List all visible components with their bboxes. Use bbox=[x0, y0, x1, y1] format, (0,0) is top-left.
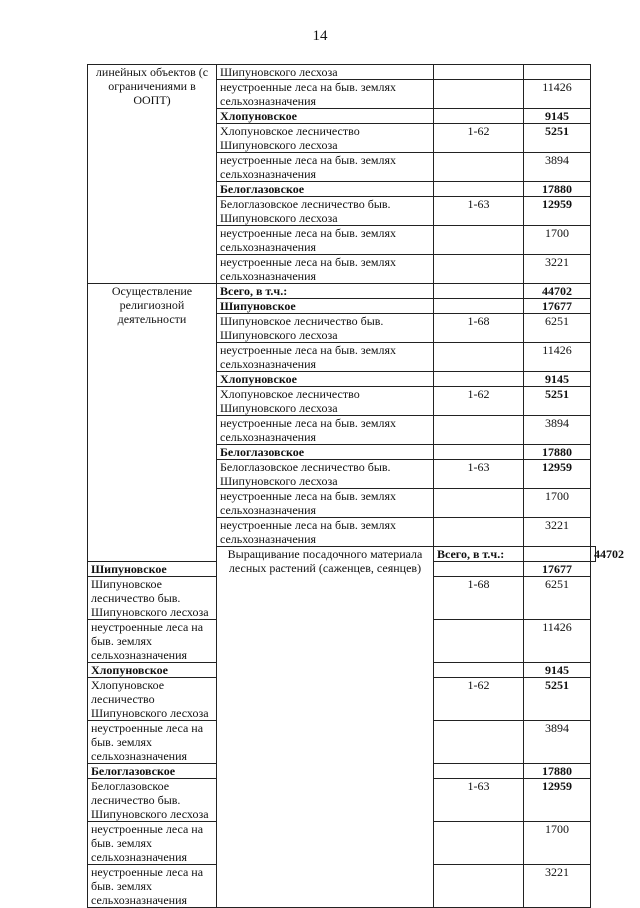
area-cell: 6251 bbox=[524, 314, 591, 343]
quarters-cell bbox=[434, 182, 524, 197]
forestry-name-cell: Хлопуновское bbox=[217, 372, 434, 387]
area-cell: 11426 bbox=[524, 80, 591, 109]
forestry-name-cell: Шипуновское bbox=[88, 562, 217, 577]
area-cell: 44702 bbox=[591, 547, 596, 562]
quarters-cell bbox=[434, 109, 524, 124]
forest-allocation-table bbox=[87, 64, 624, 908]
area-cell: 3221 bbox=[524, 255, 591, 284]
area-cell: 9145 bbox=[524, 663, 591, 678]
description-cell: неустроенные леса на быв. землях сельхозназначения bbox=[217, 153, 434, 182]
quarters-cell: 1-68 bbox=[434, 577, 524, 620]
quarters-cell bbox=[434, 65, 524, 80]
quarters-cell: 1-62 bbox=[434, 678, 524, 721]
description-cell: неустроенные леса на быв. землях сельхозназначения bbox=[88, 822, 217, 865]
area-cell: 9145 bbox=[524, 109, 591, 124]
quarters-cell bbox=[524, 547, 591, 562]
area-cell: 3894 bbox=[524, 416, 591, 445]
area-cell: 17880 bbox=[524, 764, 591, 779]
forestry-name-cell: Хлопуновское bbox=[217, 109, 434, 124]
quarters-cell bbox=[434, 372, 524, 387]
quarters-cell bbox=[434, 284, 524, 299]
area-cell: 11426 bbox=[524, 620, 591, 663]
description-cell: Шипуновское лесничество быв. Шипуновского лесхоза bbox=[88, 577, 217, 620]
quarters-cell: 1-63 bbox=[434, 197, 524, 226]
quarters-cell bbox=[434, 822, 524, 865]
area-cell: 3221 bbox=[524, 865, 591, 908]
quarters-cell bbox=[434, 518, 524, 547]
page-number: 14 bbox=[312, 28, 328, 44]
quarters-cell bbox=[434, 255, 524, 284]
quarters-cell: 1-63 bbox=[434, 779, 524, 822]
forestry-name-cell: Хлопуновское bbox=[88, 663, 217, 678]
area-cell bbox=[524, 65, 591, 80]
area-cell: 17677 bbox=[524, 562, 591, 577]
quarters-cell bbox=[434, 153, 524, 182]
description-cell: Шипуновского лесхоза bbox=[217, 65, 434, 80]
description-cell: Белоглазовское лесничество быв. Шипуновского лесхоза bbox=[88, 779, 217, 822]
forestry-name-cell: Белоглазовское bbox=[217, 182, 434, 197]
quarters-cell: 1-62 bbox=[434, 124, 524, 153]
forestry-name-cell: Всего, в т.ч.: bbox=[217, 284, 434, 299]
description-cell: Шипуновское лесничество быв. Шипуновского лесхоза bbox=[217, 314, 434, 343]
quarters-cell bbox=[434, 416, 524, 445]
forestry-name-cell: Всего, в т.ч.: bbox=[434, 547, 524, 562]
area-cell: 9145 bbox=[524, 372, 591, 387]
description-cell: неустроенные леса на быв. землях сельхозназначения bbox=[217, 80, 434, 109]
purpose-cell: Выращивание посадочного материала лесных растений (саженцев, сеянцев) bbox=[217, 547, 434, 908]
description-cell: Хлопуновское лесничество Шипуновского лесхоза bbox=[217, 387, 434, 416]
description-cell: Белоглазовское лесничество быв. Шипуновского лесхоза bbox=[217, 197, 434, 226]
description-cell: неустроенные леса на быв. землях сельхозназначения bbox=[217, 343, 434, 372]
area-cell: 12959 bbox=[524, 779, 591, 822]
area-cell: 3894 bbox=[524, 721, 591, 764]
forestry-name-cell: Белоглазовское bbox=[217, 445, 434, 460]
quarters-cell: 1-63 bbox=[434, 460, 524, 489]
description-cell: неустроенные леса на быв. землях сельхозназначения bbox=[217, 255, 434, 284]
quarters-cell bbox=[434, 721, 524, 764]
area-cell: 11426 bbox=[524, 343, 591, 372]
table-body bbox=[88, 65, 624, 908]
quarters-cell bbox=[434, 620, 524, 663]
forestry-name-cell: Белоглазовское bbox=[88, 764, 217, 779]
description-cell: Хлопуновское лесничество Шипуновского лесхоза bbox=[217, 124, 434, 153]
quarters-cell: 1-62 bbox=[434, 387, 524, 416]
area-cell: 17677 bbox=[524, 299, 591, 314]
area-cell: 3221 bbox=[524, 518, 591, 547]
quarters-cell bbox=[434, 299, 524, 314]
area-cell: 12959 bbox=[524, 197, 591, 226]
quarters-cell bbox=[434, 764, 524, 779]
area-cell: 1700 bbox=[524, 226, 591, 255]
quarters-cell bbox=[434, 226, 524, 255]
table-row bbox=[88, 284, 596, 299]
quarters-cell bbox=[434, 80, 524, 109]
quarters-cell bbox=[434, 562, 524, 577]
quarters-cell bbox=[434, 445, 524, 460]
area-cell: 3894 bbox=[524, 153, 591, 182]
purpose-cell: линейных объектов (с ограничениями в ООПТ) bbox=[88, 65, 217, 284]
area-cell: 5251 bbox=[524, 124, 591, 153]
description-cell: Хлопуновское лесничество Шипуновского лесхоза bbox=[88, 678, 217, 721]
table-row bbox=[88, 65, 596, 80]
quarters-cell bbox=[434, 663, 524, 678]
area-cell: 1700 bbox=[524, 822, 591, 865]
area-cell: 17880 bbox=[524, 445, 591, 460]
forestry-name-cell: Шипуновское bbox=[217, 299, 434, 314]
area-cell: 6251 bbox=[524, 577, 591, 620]
area-cell: 17880 bbox=[524, 182, 591, 197]
quarters-cell bbox=[434, 489, 524, 518]
description-cell: неустроенные леса на быв. землях сельхозназначения bbox=[217, 518, 434, 547]
area-cell: 44702 bbox=[524, 284, 591, 299]
quarters-cell bbox=[434, 343, 524, 372]
area-cell: 5251 bbox=[524, 387, 591, 416]
area-cell: 5251 bbox=[524, 678, 591, 721]
area-cell: 12959 bbox=[524, 460, 591, 489]
purpose-cell: Осуществление религиозной деятельности bbox=[88, 284, 217, 562]
description-cell: неустроенные леса на быв. землях сельхозназначения bbox=[217, 416, 434, 445]
description-cell: Белоглазовское лесничество быв. Шипуновского лесхоза bbox=[217, 460, 434, 489]
area-cell: 1700 bbox=[524, 489, 591, 518]
description-cell: неустроенные леса на быв. землях сельхозназначения bbox=[217, 489, 434, 518]
description-cell: неустроенные леса на быв. землях сельхозназначения bbox=[88, 721, 217, 764]
description-cell: неустроенные леса на быв. землях сельхозназначения bbox=[88, 620, 217, 663]
quarters-cell bbox=[434, 865, 524, 908]
description-cell: неустроенные леса на быв. землях сельхозназначения bbox=[217, 226, 434, 255]
description-cell: неустроенные леса на быв. землях сельхозназначения bbox=[88, 865, 217, 908]
quarters-cell: 1-68 bbox=[434, 314, 524, 343]
